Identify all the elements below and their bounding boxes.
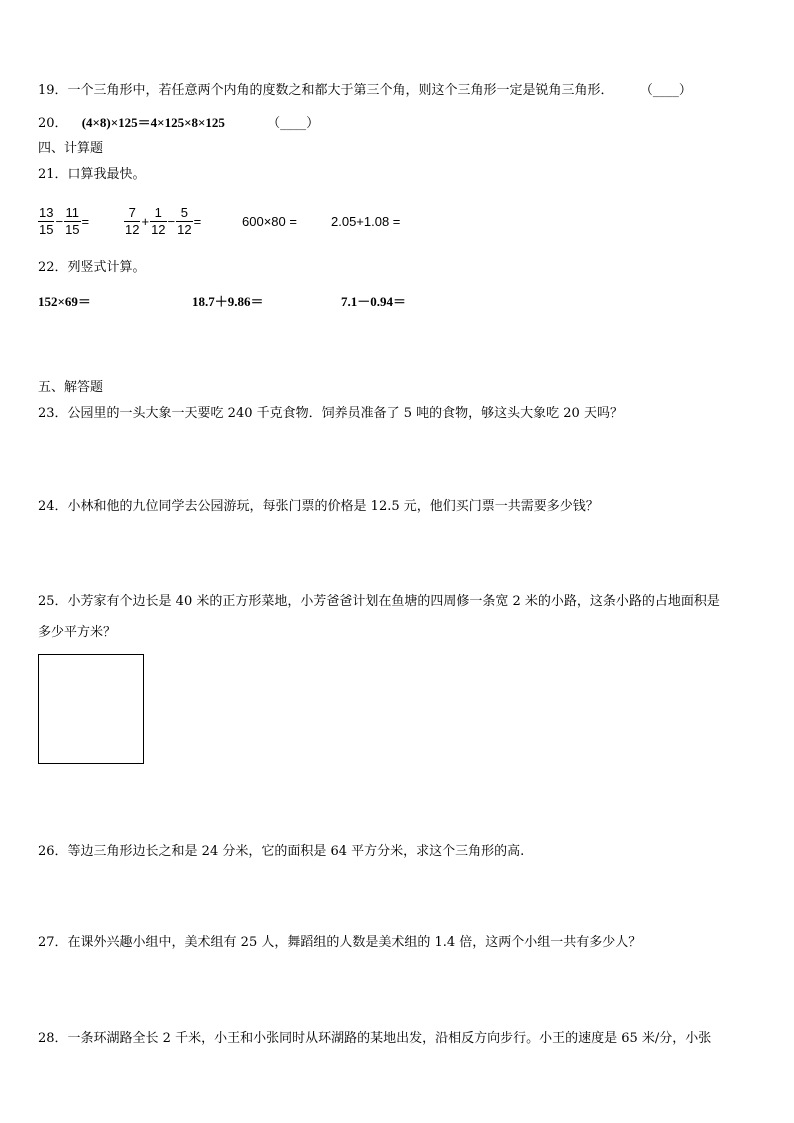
answer-blank: （____） [639, 83, 692, 98]
fraction: $\frac{5}{12}$ [177, 204, 192, 237]
fraction: $\frac{13}{15}$ [39, 204, 54, 237]
question-20 [38, 115, 319, 132]
fraction: $\frac{7}{12}$ [125, 204, 140, 237]
mental-math-fraction-2: $\frac{7}{12}$ + $\frac{1}{12}$ − $\frac{5}{12}$ = [125, 204, 202, 237]
question-20-expression: (4×8)×125＝4×125×8×125 [81, 115, 225, 130]
section-heading-word-problems: 五、解答题 [38, 380, 104, 395]
square-field-diagram [38, 654, 144, 764]
question-27: 27．在课外兴趣小组中，美术组有 25 人，舞蹈组的人数是美术组的 1.4 倍，这两个小组一共有多少人？ [38, 935, 642, 950]
question-19-text: 19．一个三角形中，若任意两个内角的度数之和都大于第三个角，则这个三角形一定是锐角三角形． [38, 83, 614, 98]
mental-math-addition: 2.05+1.08 = [331, 213, 401, 229]
fraction: $\frac{1}{12}$ [151, 204, 166, 237]
question-25-line-1: 25．小芳家有个边长是 40 米的正方形菜地，小芳爸爸计划在鱼塘的四周修一条宽 2 米的小路，这条小路的占地面积是 [38, 594, 720, 609]
vertical-calc-item-3: 7.1－0.94＝ [341, 294, 407, 309]
question-25-line-2: 多少平方米？ [38, 625, 117, 640]
question-23: 23．公园里的一头大象一天要吃 240 千克食物．饲养员准备了 5 吨的食物，够这头大象吃 20 天吗？ [38, 406, 623, 421]
vertical-calc-item-1: 152×69＝ [38, 294, 91, 309]
fraction: $\frac{11}{15}$ [65, 204, 80, 237]
question-21-title: 21．口算我最快。 [38, 167, 146, 182]
question-22-title: 22．列竖式计算。 [38, 260, 146, 275]
question-19 [38, 83, 692, 99]
question-28: 28．一条环湖路全长 2 千米，小王和小张同时从环湖路的某地出发，沿相反方向步行。小王的速度是 65 米/分，小张 [38, 1031, 712, 1046]
question-24: 24．小林和他的九位同学去公园游玩，每张门票的价格是 12.5 元，他们买门票一共需要多少钱？ [38, 499, 599, 514]
answer-blank: （____） [267, 116, 320, 131]
mental-math-fraction-1: $\frac{13}{15}$ − $\frac{11}{15}$ = [39, 204, 90, 237]
vertical-calc-item-2: 18.7＋9.86＝ [192, 294, 264, 309]
question-26: 26．等边三角形边长之和是 24 分米，它的面积是 64 平方分米，求这个三角形的高. [38, 844, 525, 859]
question-20-label: 20． [38, 116, 68, 131]
mental-math-multiplication: 600×80 = [242, 213, 297, 229]
section-heading-calculation: 四、计算题 [38, 141, 104, 156]
